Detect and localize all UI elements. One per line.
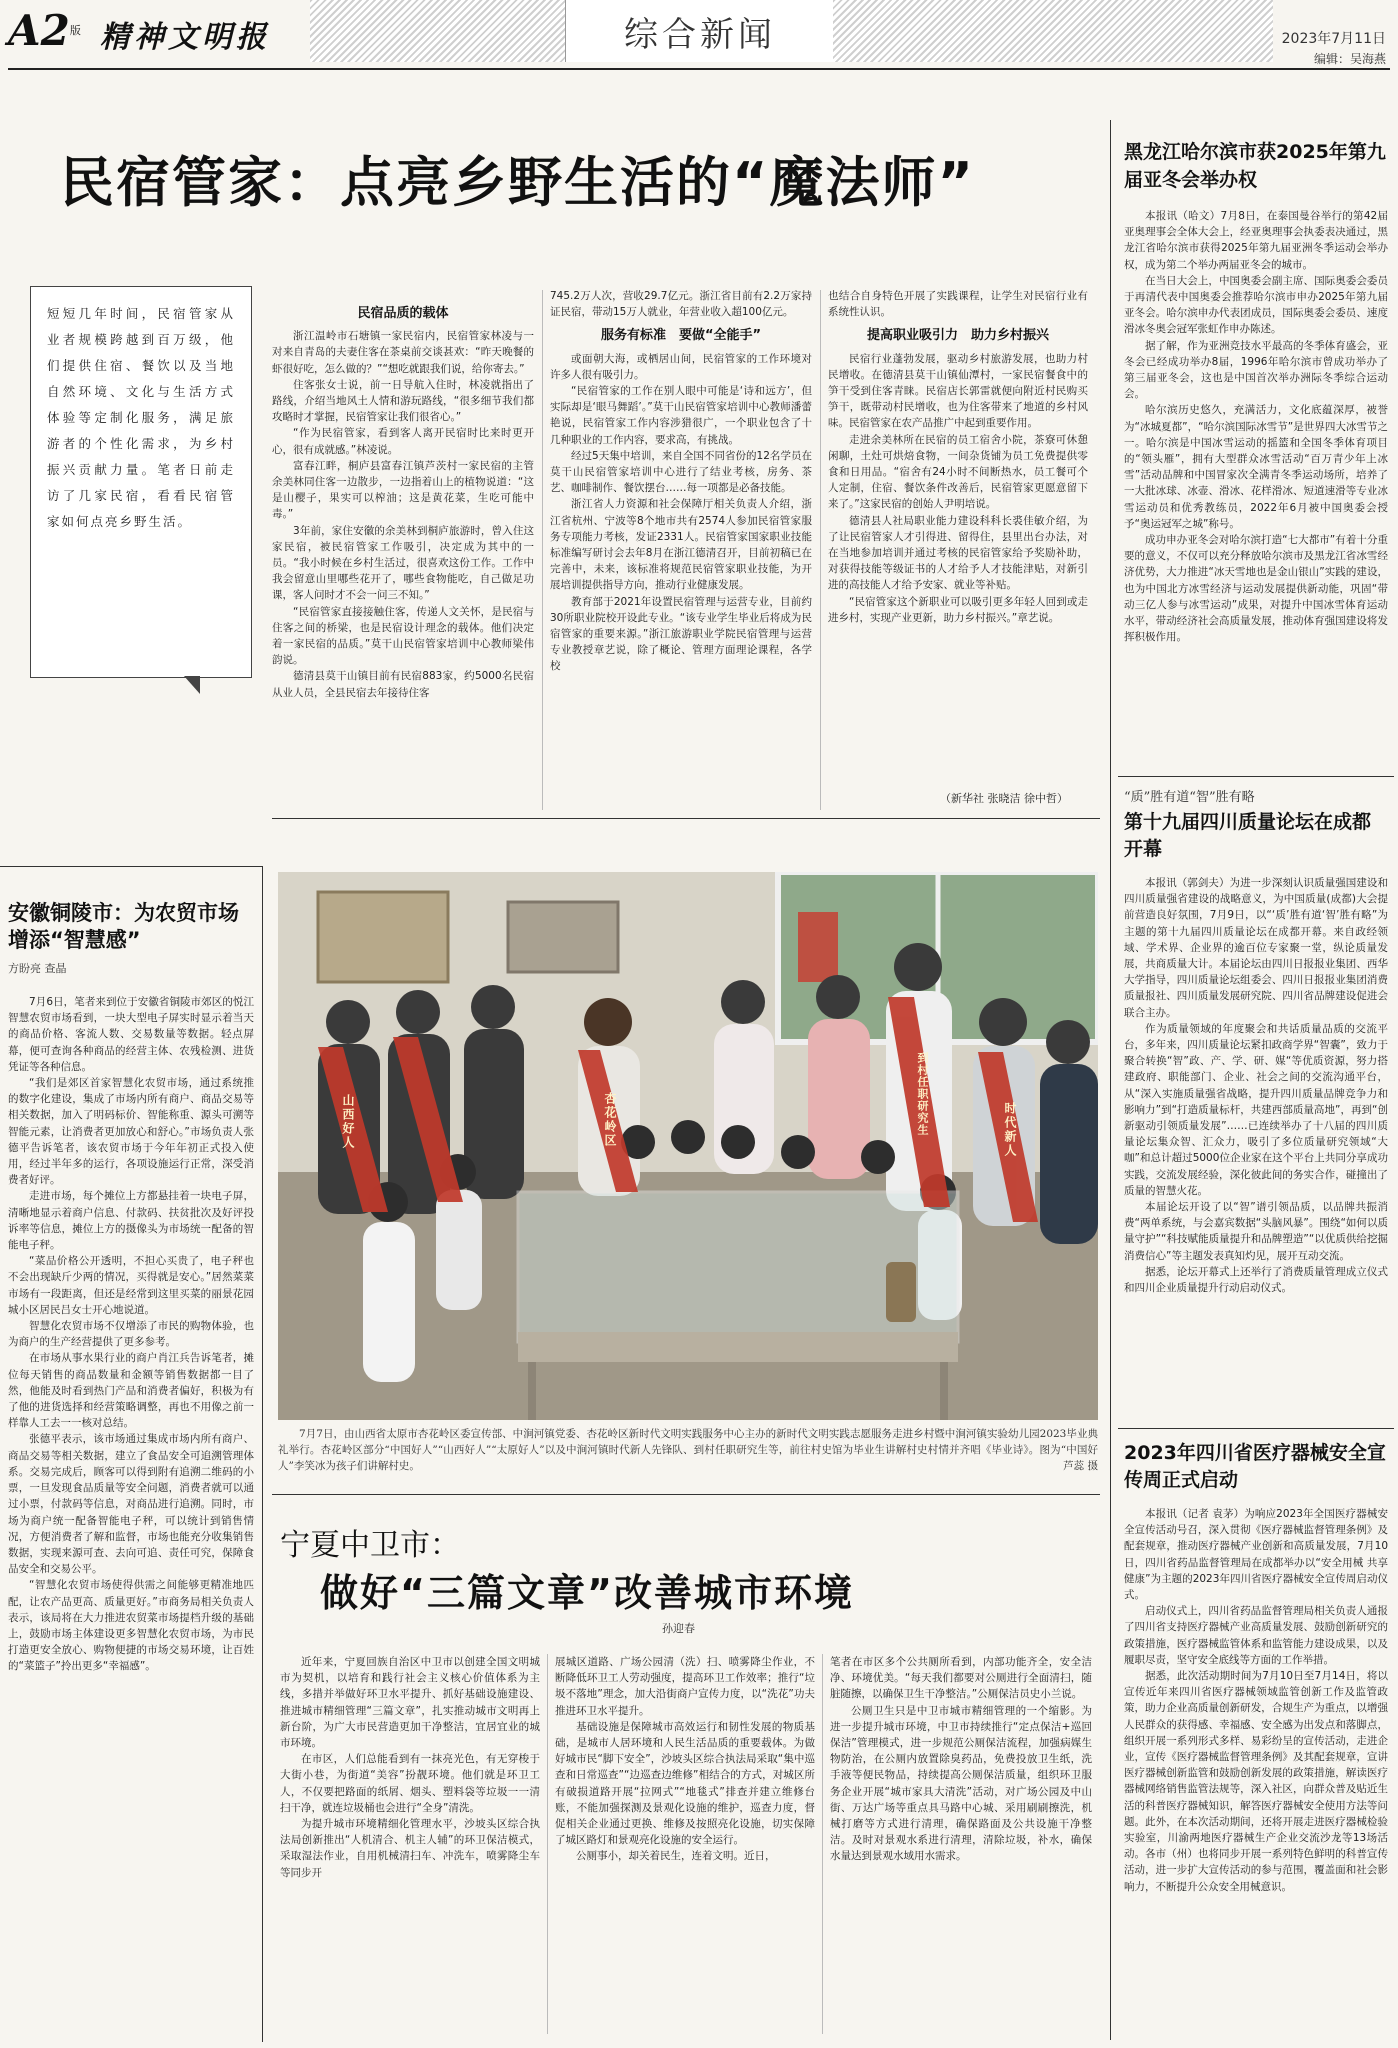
paragraph: 经过5天集中培训，来自全国不同省份的12名学员在莫干山民宿管家培训中心进行了结业考核，房务、茶艺、咖啡制作、餐饮摆台……每一项都是必备技能。 <box>550 449 812 495</box>
paragraph: 教育部于2021年设置民宿管理与运营专业，目前约30所职业院校开设此专业。“该专业学生毕业后将成为民宿管家的重要来源。”浙江旅游职业学院民宿管理与运营专业教授章艺说，除了概论、管理方面理论课程，各学校 <box>550 595 812 673</box>
paragraph: “民宿管家的工作在别人眼中可能是‘诗和远方’，但实际却是‘眼马舞蹈’。”莫干山民宿管家培训中心教师潘蕾艳说，民宿管家工作内容涉猎很广，一个职业包含了十几种职业的工作内容，要求高，有挑战。 <box>550 385 812 446</box>
paragraph: 近年来，宁夏回族自治区中卫市以创建全国文明城市为契机，以培育和践行社会主义核心价值体系为主线，多措并举做好环卫水平提升、抓好基础设施建设、推进城市精细管理“三篇文章”，扎实推动城市文明再上新台阶，为广大市民营造更加干净整洁，宜居宜业的城市环境。 <box>280 1656 540 1750</box>
ningxia-col-2 <box>555 1654 815 2034</box>
sash-label: 杏花岭区 <box>603 1092 617 1148</box>
paragraph: 哈尔滨历史悠久，充满活力，文化底蕴深厚，被誉为“冰城夏都”，“哈尔滨国际冰雪节”是世界四大冰雪节之一。哈尔滨是中国冰雪运动的摇篮和全国冬季体育项目的“领头雁”，拥有大型群众冰雪活动“百万青少年上冰雪”活动品牌和中国冒家次全满青冬季运动场所，培养了一大批冰球、冰壶、滑冰、花样滑冰、短道速滑等专业冰雪运动员和优秀教练员，2022年6月被中国奥委会授予“奥运冠军之城”称号。 <box>1124 404 1388 530</box>
paragraph: 智慧化农贸市场不仅增添了市民的购物体验，也为商户的生产经营提供了更多参考。 <box>8 1320 254 1349</box>
paragraph: 作为质量领域的年度聚会和共话质量品质的交流平台，多年来，四川质量论坛紧扣政商学界“智囊”，致力于聚合转换“智”政、产、学、研、媒“等优质资源，努力搭建政府、职能部门、企业、社会之间的交流沟通平台，从“深入实施质量强省战略，提升四川质量品牌竞争力和影响力”到“打造质量标杆，共建西部质量高地”，再到“创新驱动引领质量发展”……已连续举办了十八届的四川质量论坛集众智、汇众力，吸引了多位质量研究领域“大咖”和总计超过5000位企业家在这个平台上共同分享成功实践，交流发展经验，深化彼此间的务实合作，碰撞出了质量的智慧火花。 <box>1124 1022 1388 1197</box>
right-article-1-body <box>1124 208 1388 793</box>
paragraph: 浙江省人力资源和社会保障厅相关负责人介绍，浙江省杭州、宁波等8个地市共有2574人参加民宿管家服务专项能力考核，发证2331人。民宿管家国家职业技能标准编写研讨会去年8月在浙江德清召开，目前初稿已在完善中，未来，该标准将规范民宿管家职业技能，为开展培训提供指导方向，推动行业健康发展。 <box>550 498 812 592</box>
paragraph: 德清县人社局职业能力建设科科长裘佳敏介绍，为了让民宿管家人才引得进、留得住，县里出台办法，对在当地参加培训并通过考核的民宿管家给予奖励补助，对获得技能等级证书的人才给予人才技能津贴，对新引进的高技能人才给予安家、就业等补贴。 <box>828 514 1088 592</box>
right-article-3-title: 2023年四川省医疗器械安全宣传周正式启动 <box>1124 1442 1386 1491</box>
issue-date: 2023年7月11日 <box>1281 31 1386 47</box>
left-article-byline: 方盼亮 查晶 <box>8 962 67 975</box>
paragraph: 基础设施是保障城市高效运行和韧性发展的物质基础，是城市人居环境和人民生活品质的重要载体。为做好城市民“脚下安全”，沙坡头区综合执法局采取“集中巡查和日常巡查”“边巡查边维修”相结合的方式，对城区所有破损道路开展“拉网式”“地毯式”排查并建立维修台账，不能加强探测及景观化设施的维护，巡查力度，督促相关企业通过更换、维修及按照亮化设施，切实保障了城区路灯和景观亮化设施的安全运行。 <box>555 1720 815 1847</box>
column-divider <box>547 1654 548 2034</box>
right-column-divider <box>1110 120 1111 2040</box>
ningxia-title-line1: 宁夏中卫市： <box>280 1528 460 1563</box>
subhead-3: 提高职业吸引力 助力乡村振兴 <box>866 328 1049 344</box>
paragraph: 或面朝大海，或栖居山间，民宿管家的工作环境对许多人很有吸引力。 <box>550 352 812 381</box>
masthead-stripe-right <box>833 0 1273 62</box>
lead-box <box>30 286 252 678</box>
photo-caption <box>278 1426 1098 1474</box>
paragraph: “作为民宿管家，看到客人离开民宿时比来时更开心，很有成就感。”林凌说。 <box>272 427 534 456</box>
right-article-1-title: 黑龙江哈尔滨市获2025年第九届亚冬会举办权 <box>1124 141 1386 191</box>
photo-scene <box>278 872 1098 1420</box>
paragraph: “民宿管家这个新职业可以吸引更多年轻人回到或走进乡村，实现产业更新，助力乡村振兴。”章艺说。 <box>828 595 1088 624</box>
paragraph: 本报讯（记者 袁茅）为响应2023年全国医疗器械安全宣传活动号召，深入贯彻《医疗器械监督管理条例》及配套规章，推动医疗器械产业创新和高质量发展，7月10日，四川省药品监督管理局在成都举办以“安全用械 共享健康”为主题的2023年四川省医疗器械安全宣传周启动仪式。 <box>1124 1508 1388 1602</box>
paragraph: 据悉，此次活动期时间为7月10日至7月14日，将以宣传近年来四川省医疗器械领域监管创新工作及监管政策，助力企业高质量创新研发，合规生产为重点，以增强人民群众的获得感、幸福感、安全感为出发点和落脚点，组织开展一系列形式多样、易彩纷呈的宣传活动，走进企业，宣传《医疗器械监督管理条例》及其配套规章，宣讲医疗器械创新监管和鼓励创新发展的政策措施，解读医疗器械网络销售监管法规等，深入社区，向群众普及贴近生活的科普医疗器械知识，解答医疗器械安全使用方法等问题。此外，在本次活动期间，还将开展走进医疗器械检验实验室，川渝两地医疗器械生产企业交流沙龙等13场活动。各市（州）也将同步开展一系列特色鲜明的科普宣传活动，进一步扩大宣传活动的参与范围，覆盖面和社会影响力，不断提升公众安全用械意识。 <box>1124 1670 1388 1893</box>
right-article-1 <box>1124 138 1388 793</box>
left-section-top-rule <box>0 866 262 867</box>
paragraph: “菜品价格公开透明，不担心买贵了，电子秤也不会出现缺斤少两的情况，买得就是安心。”居然菜菜市场有一段距离，但还是经常到这里买菜的丽景花园城小区居民吕女士开心地说道。 <box>8 1255 254 1316</box>
paragraph: 在当日大会上，中国奥委会副主席、国际奥委会委员于再清代表中国奥委会推荐哈尔滨市申办2025年第九届亚冬会。哈尔滨申办代表团成员，国际奥委会委员、速度滑冰冬奥会冠军张虹作申办陈述。 <box>1124 274 1388 336</box>
paragraph: “我们是郊区首家智慧化农贸市场，通过系统推的数字化建设，集成了市场内所有商户、商品交易等相关数据，加入了明码标价、智能称重、源头可溯等智能元素，让消费者更加放心和舒心。”市场负责人张德平告诉笔者，该农贸市场于今年年初正式投入使用，经过半年多的运行，各项设施运行正常，深受消费者好评。 <box>8 1077 254 1187</box>
section-title <box>565 0 835 62</box>
sash-label: 到村任职研究生 <box>916 1052 929 1136</box>
paragraph: 745.2万人次，营收29.7亿元。浙江省目前有2.2万家持证民宿，带动15万人就业，年营业收入超100亿元。 <box>550 290 812 319</box>
editor-credit: 编辑：吴海燕 <box>1313 52 1386 66</box>
news-photo <box>278 872 1098 1420</box>
paper-name: 精神文明报 <box>100 20 270 55</box>
ningxia-byline: 孙迎春 <box>662 1622 695 1635</box>
right-rule-1 <box>1118 776 1394 777</box>
main-byline: （新华社 张晓洁 徐中哲） <box>940 792 1068 805</box>
main-col-2 <box>550 288 812 808</box>
photo-bottom-rule <box>272 1494 1100 1495</box>
paragraph: 民宿行业蓬勃发展，驱动乡村旅游发展，也助力村民增收。在德清县莫干山镇仙潭村，一家民宿餐食中的笋干受到住客青睐。民宿店长郭雷就便向附近村民购买笋干，既带动村民增收，也为住客带来了地道的乡村风味。民宿管家在农产品推广中起到重要作用。 <box>828 352 1088 430</box>
paragraph: 住客张女士说，前一日导航入住时，林凌就指出了路线，介绍当地风土人情和游玩路线，“很多细节我们都攻略时才掌握，民宿管家让我们很省心。” <box>272 378 534 424</box>
masthead-stripe-left <box>310 0 565 62</box>
paragraph: 3年前，家住安徽的余美林到桐庐旅游时，曾入住这家民宿，被民宿管家工作吸引，决定成为其中的一员。“我小时候在乡村生活过，很喜欢这份工作。工作中我会留意山里哪些花开了，哪些食物能吃，自己做足功课，客人问时才不会一问三不知。” <box>272 524 534 602</box>
paragraph: 也结合自身特色开展了实践课程，让学生对民宿行业有系统性认识。 <box>828 290 1088 319</box>
masthead-rule <box>8 68 1390 70</box>
ningxia-col-1 <box>280 1654 540 2034</box>
section-title-text: 综合新闻 <box>624 14 776 55</box>
paragraph: 德清县莫干山镇目前有民宿883家，约5000名民宿从业人员，全县民宿去年接待住客 <box>272 670 534 699</box>
paragraph: 展城区道路、广场公园清（洗）扫、喷雾降尘作业，不断降低环卫工人劳动强度，提高环卫工作效率；推行“垃圾不落地”理念，加大沿街商户宣传力度，以“洗花”功夫推进环卫水平提升。 <box>555 1656 815 1717</box>
lead-text: 短短几年时间，民宿管家从业者规模跨越到百万级，他们提供住宿、餐饮以及当地自然环境、文化与生活方式体验等定制化服务，满足旅游者的个性化需求，为乡村振兴贡献力量。笔者日前走访了几家民宿，看看民宿管家如何点亮乡野生活。 <box>47 306 235 529</box>
sash-label: 山西好人 <box>341 1094 355 1150</box>
paragraph: 7月6日，笔者来到位于安徽省铜陵市郊区的悦江智慧农贸市场看到，一块大型电子屏实时显示着当天的商品价格、客流人数、交易数量等数据。轻点屏幕，便可查询各种商品的经营主体、农残检测、进货凭证等各种信息。 <box>8 996 254 1073</box>
main-col-3 <box>828 288 1088 790</box>
column-divider <box>820 290 821 810</box>
main-headline: 民宿管家：点亮乡野生活的“魔法师” <box>60 151 975 214</box>
main-article-bottom-rule <box>272 818 1100 819</box>
paragraph: 本报讯（郭剑夫）为进一步深刻认识质量强国建设和四川质量强省建设的战略意义，为中国质量(成都)大会提前营造良好氛围，7月9日，以“‘质’胜有道‘智’胜有略”为主题的第十九届四川质量论坛在成都开幕。来自政经领域、学术界、企业界的逾百位专家聚一堂，纵论质量发展，共商质量大计。本届论坛由四川日报报业集团、西华大学指导，四川质量论坛组委会、四川日报报业集团消费质量报社、四川质量发展研究院、四川省品牌建设促进会联合主办。 <box>1124 877 1388 1019</box>
page-number-suffix: 版 <box>69 24 81 37</box>
column-divider <box>822 1654 823 2034</box>
paragraph: 走进市场，每个摊位上方都悬挂着一块电子屏，清晰地显示着商户信息、付款码、扶贫批次及好评投诉率等信息，摊位上方的摄像头为市场统一配备的智能电子秤。 <box>8 1190 254 1252</box>
subhead-1: 民宿品质的载体 <box>357 306 449 321</box>
left-article-title: 安徽铜陵市：为农贸市场增添“智慧感” <box>8 901 239 952</box>
paragraph: 公厕事小，却关着民生，连着文明。近日， <box>576 1850 776 1863</box>
lead-box-pointer <box>184 676 200 694</box>
right-article-2 <box>1124 786 1388 1425</box>
page-number <box>8 8 81 54</box>
paragraph: 在市场从事水果行业的商户肖江兵告诉笔者，摊位每天销售的商品数量和金额等销售数据都一目了然，他能及时看到热门产品和消费者偏好，积极为有了他的进货选择和经营策略调整，再也不用像之前一样靠人工去一一核对总结。 <box>8 1352 254 1430</box>
ningxia-title-line2: 做好“三篇文章”改善城市环境 <box>320 1571 854 1615</box>
paragraph: 据了解，作为亚洲竞技水平最高的冬季体育盛会，亚冬会已经成功举办8届，1996年哈尔滨市曾成功举办了第三届亚冬会，这也是中国首次举办洲际冬季综合运动会。 <box>1124 339 1388 401</box>
paragraph: 富春江畔，桐庐县富春江镇芦茨村一家民宿的主管余美林同住客一边散步，一边指着山上的植物说道：“这是山樱子，果实可以榨油；这是黄花菜，生吃可能中毒。” <box>272 459 534 521</box>
subhead-2: 服务有标准 要做“全能手” <box>600 328 762 344</box>
paragraph: 在市区，人们总能看到有一抹亮光色，有无穿梭于大街小巷，为街道“美容”扮靓环境。他们就是环卫工人，不仅要把路面的纸屑、烟头、塑料袋等垃圾一一清扫干净，就连垃圾桶也会进行“全身”清洗。 <box>280 1753 540 1814</box>
paragraph: 本报讯（哈文）7月8日，在泰国曼谷举行的第42届亚奥理事会全体大会上，经亚奥理事会执委表决通过，黑龙江省哈尔滨市获得2025年第九届亚洲冬季运动会举办权，成为第二个举办两届亚冬会的城市。 <box>1124 210 1388 271</box>
paragraph: 张德平表示，该市场通过集成市场内所有商户、商品交易等相关数据，建立了食品安全可追溯管理体系。交易完成后，顾客可以得到附有追溯二维码的小票，一旦发现食品质量等安全问题，消费者就可以通过小票，付款码等信息，对商品进行追溯。同时，市场为商户统一配备智能电子秤，可以统计到销售情况，方便消费者了解和监督，市场也能充分收集销售数据，实现来源可查、去向可追、责任可究，保障食品安全和交易公平。 <box>8 1433 254 1576</box>
paragraph: 笔者在市区多个公共厕所看到，内部功能齐全，安全洁净、环境优美。“每天我们都要对公厕进行全面清扫，随脏随擦，以确保卫生干净整洁。”公厕保洁员史小兰说。 <box>830 1656 1092 1701</box>
left-article <box>8 900 254 2014</box>
masthead <box>0 0 1398 75</box>
paragraph: 启动仪式上，四川省药品监督管理局相关负责人通报了四川省支持医疗器械产业高质量发展、鼓励创新研究的政策措施，医疗器械监管体系和监管能力建设成果，以及履职尽责，坚守安全底线等方面的工作举措。 <box>1124 1605 1388 1666</box>
right-article-3-body <box>1124 1506 1388 2026</box>
left-article-body <box>8 994 254 2014</box>
main-col-1 <box>272 298 534 808</box>
paragraph: “民宿管家直接接触住客，传递人文关怀，是民宿与住客之间的桥梁，也是民宿设计理念的载体。他们决定着一家民宿的品质。”莫干山民宿管家培训中心教师梁伟韵说。 <box>272 605 534 667</box>
sash-label: 时代新人 <box>1003 1102 1017 1158</box>
paragraph: 为提升城市环境精细化管理水平，沙坡头区综合执法局创新推出“人机清合、机主人辅”的环卫保洁模式，采取湿法作业，自用机械清扫车、冲洗车，喷雾降尘车等同步开 <box>280 1818 540 1879</box>
left-column-divider <box>262 866 263 2042</box>
paragraph: 公厕卫生只是中卫市城市精细管理的一个缩影。为进一步提升城市环境，中卫市持续推行“定点保洁+巡回保洁”管理模式，进一步规范公厕保洁流程，加强病媒生物防治，在公厕内放置除臭药品，免费投放卫生纸，洗手液等便民物品，持续提高公厕保洁质量，组织环卫服务企业开展“城市家具大清洗”活动，对广场公园及中山街、万达广场等重点具马路中心城、采用刷刷擦洗，机械打磨等方式进行清理，确保路面及公共设施干净整洁。及时对景观水系进行清理，清除垃圾，补水，确保水量达到景观水域用水需求。 <box>830 1704 1092 1863</box>
column-divider <box>542 290 543 810</box>
page-number-value: A2 <box>8 6 70 55</box>
right-article-2-title: 第十九届四川质量论坛在成都开幕 <box>1124 811 1372 860</box>
paragraph: “智慧化农贸市场使得供需之间能够更精准地匹配，让农产品更高、质量更好。”市商务局相关负责人表示，该局将在大力推进农贸菜市场提档升级的基础上，鼓励市场主体建设更多智慧化农贸市场，为市民打造更安全放心、购物便捷的市场交易环境，让百姓的“菜篮子”拎出更多“幸福感”。 <box>8 1579 254 1673</box>
right-rule-2 <box>1118 1428 1394 1429</box>
photo-caption-text: 7月7日，由山西省太原市杏花岭区委宣传部、中涧河镇党委、杏花岭区新时代文明实践服务中心主办的新时代文明实践志愿服务走进乡村暨中涧河镇实验幼儿园2023毕业典礼举行。杏花岭区部分“中国好人”“山西好人”“太原好人”以及中涧河镇时代新人先锋队、到村任职研究生等，前往村史馆为毕业生讲解村史村情并齐唱《毕业诗》。图为“中国好人”李笑冰为孩子们讲解村史。 <box>278 1428 1098 1472</box>
paragraph: 浙江温岭市石塘镇一家民宿内，民宿管家林凌与一对来自青岛的夫妻住客在茶桌前交谈甚欢：“昨天晚餐的虾很好吃，怎么做的？”“想吃就跟我们说，给你寄去。” <box>272 330 534 375</box>
paragraph: 成功申办亚冬会对哈尔滨打造“七大都市”有着十分重要的意义，不仅可以充分释放哈尔滨市及黑龙江省冰雪经济优势，大力推进“冰天雪地也是金山银山”实践的建设，也为中国北方冰雪经济与运动发展提供新动能，巩固“带动三亿人参与冰雪运动”成果，对提升中国冰雪体育运动水平，带动经济社会高质量发展，推动体育强国建设将发挥积极作用。 <box>1124 534 1388 644</box>
right-article-2-kicker: “质”胜有道“智”胜有略 <box>1124 790 1255 805</box>
ningxia-article <box>272 1504 1100 2040</box>
ningxia-col-3 <box>830 1654 1092 2034</box>
paragraph: 本届论坛开设了以“智”谱引领品质，以品牌共振消费“两单系统，与会嘉宾数据“头脑风暴”。围绕“如何以质量守护”“科技赋能质量提升和品牌塑造”“以优质供给挖掘消费信心”等主题发表真知灼见，展开互动交流。 <box>1124 1201 1388 1262</box>
right-article-2-body <box>1124 875 1388 1425</box>
right-article-3 <box>1124 1440 1388 2026</box>
paragraph: 据悉，论坛开幕式上还举行了消费质量管理成立仪式和四川企业质量提升行动启动仪式。 <box>1124 1265 1388 1295</box>
paragraph: 走进余美林所在民宿的员工宿舍小院，茶寮可休憩闲聊，土灶可烘焙食物，一间杂货铺为员工免费提供零食和日用品。“宿舍有24小时不间断热水，员工餐可个人定制，住宿、餐饮条件改善后，民宿管家更愿意留下来了。”这家民宿的创始人尹明培说。 <box>828 433 1088 511</box>
photo-credit: 芦蕊 摄 <box>1063 1460 1098 1472</box>
